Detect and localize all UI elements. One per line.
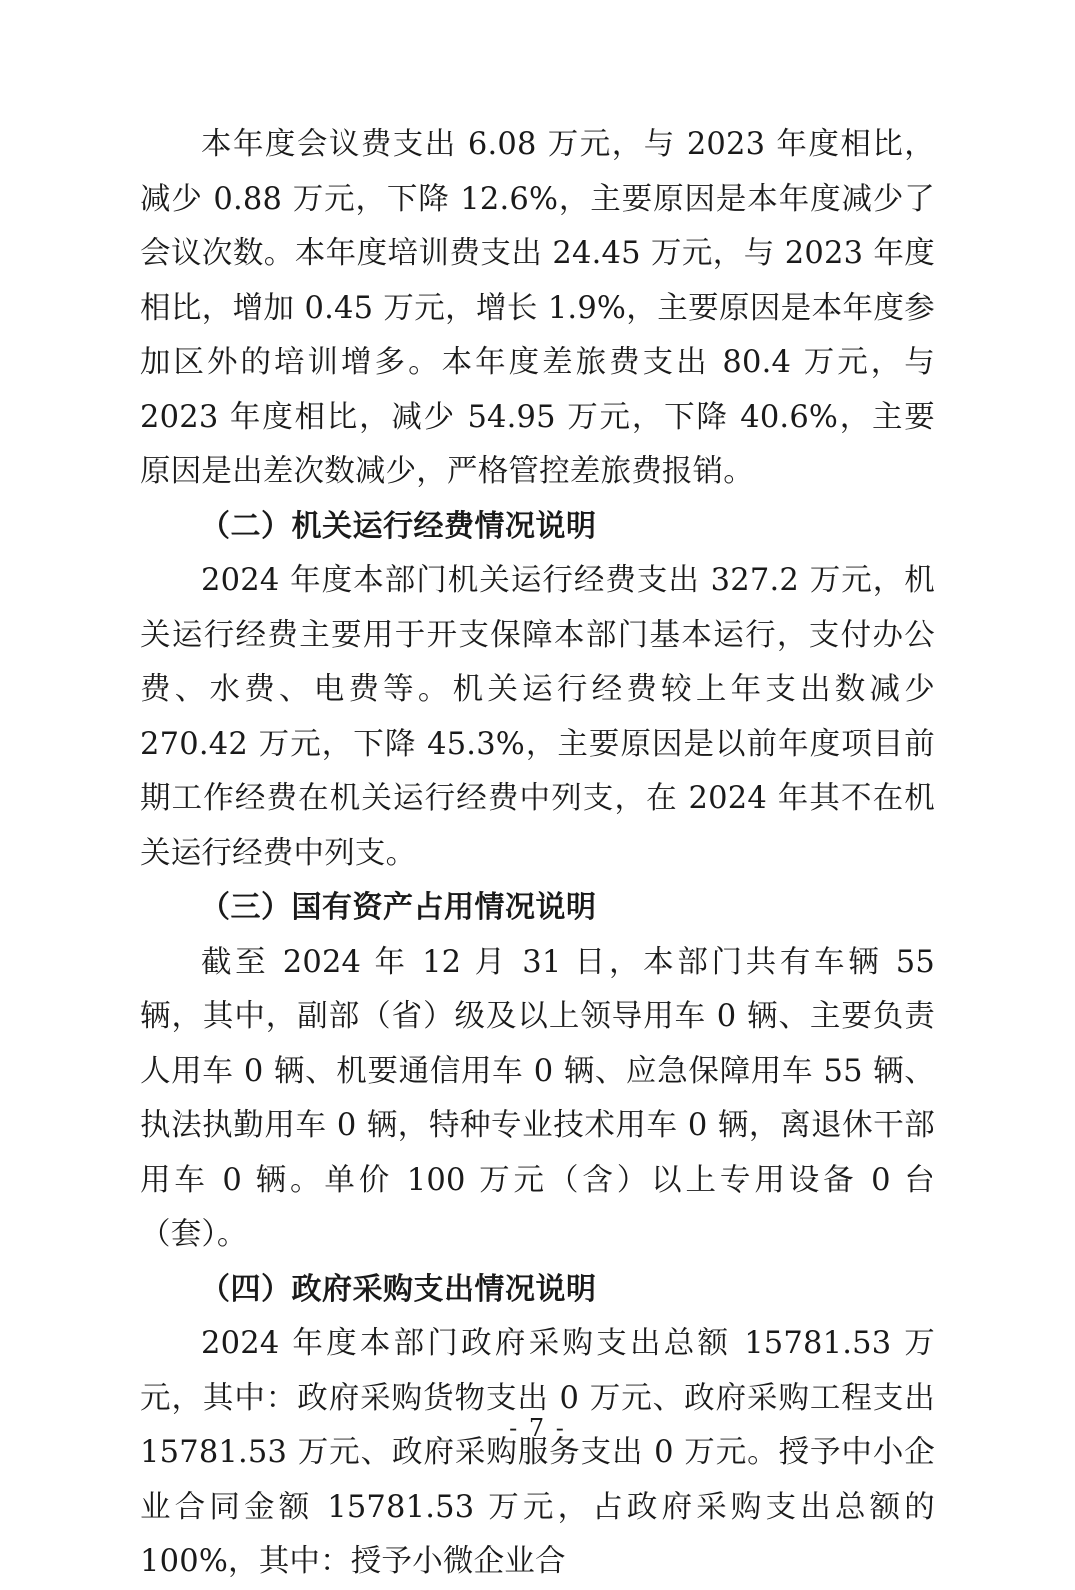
page-number: - 7 - (509, 1414, 566, 1442)
heading-government-procurement: （四）政府采购支出情况说明 (200, 1271, 597, 1307)
paragraph-meeting-training-travel-expenses: 本年度会议费支出 6.08 万元，与 2023 年度相比，减少 0.88 万元，下降 12.6%，主要原因是本年度减少了会议次数。本年度培训费支出 24.45 万元，与 2023 年度相比，增加 0.45 万元，增长 1.9%，主要原因是本年度参加区外的培训增多。本年度差旅费支出 80.4 万元，与 2023 年度相比，减少 54.95 万元，下降 40.6%，主要原因是出差次数减少，严格管控差旅费报销。 (140, 127, 935, 489)
paragraph-government-procurement: 2024 年度本部门政府采购支出总额 15781.53 万元，其中：政府采购货物支出 0 万元、政府采购工程支出 15781.53 万元、政府采购服务支出 0 万元。授予中小企业合同金额 15781.53 万元，占政府采购支出总额的 100%，其中：授予小微企业合 (140, 1326, 935, 1579)
document-body (140, 118, 935, 1590)
heading-state-owned-assets: （三）国有资产占用情况说明 (200, 890, 597, 925)
paragraph-state-owned-assets: 截至 2024 年 12 月 31 日，本部门共有车辆 55 辆，其中，副部（省）级及以上领导用车 0 辆、主要负责人用车 0 辆、机要通信用车 0 辆、应急保障用车 55 辆、执法执勤用车 0 辆，特种专业技术用车 0 辆，离退休干部用车 0 辆。单价 100 万元（含）以上专用设备 0 台（套）。 (140, 944, 935, 1252)
heading-agency-operating-expenses: （二）机关运行经费情况说明 (200, 508, 597, 544)
paragraph-agency-operating-expenses: 2024 年度本部门机关运行经费支出 327.2 万元，机关运行经费主要用于开支保障本部门基本运行，支付办公费、水费、电费等。机关运行经费较上年支出数减少 270.42 万元，下降 45.3%，主要原因是以前年度项目前期工作经费在机关运行经费中列支，在 2024 年其不在机关运行经费中列支。 (140, 563, 935, 871)
